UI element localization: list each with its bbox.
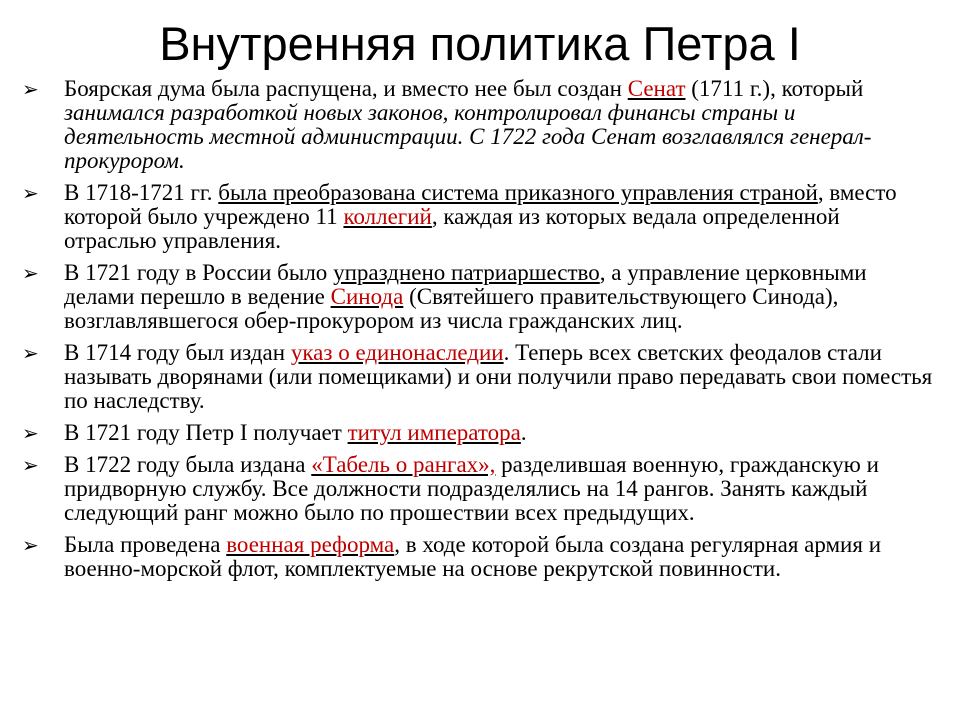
bullet-senate [22, 77, 938, 173]
link-table-of-ranks[interactable]: «Табель о рангах», [311, 452, 496, 477]
bullet-text: В 1722 году была издана [64, 452, 312, 477]
bullet-text: Была проведена [64, 532, 227, 557]
bullet-text: В 1721 году в России было [64, 260, 334, 285]
underlined-text: была преобразована система приказного управления страной [218, 180, 818, 205]
bullet-text: В 1718-1721 гг. [64, 180, 219, 205]
bullet-synod [22, 261, 938, 333]
link-synod[interactable]: Синода [330, 284, 404, 309]
underlined-text: упразднено патриаршество [333, 260, 600, 285]
bullet-text: . Теперь всех светских феодалов стали называть дворянами (или помещиками) и они получили право передавать свои поместья по наследству. [64, 340, 933, 413]
arrowhead-icon: ➢ [22, 453, 39, 477]
bullet-text: . [520, 420, 527, 445]
link-emperor-title[interactable]: титул императора [347, 420, 521, 445]
link-military-reform[interactable]: военная реформа [226, 532, 395, 557]
bullet-emperor-title [22, 421, 938, 445]
arrowhead-icon: ➢ [22, 533, 39, 557]
bullet-italic-text: занимался разработкой новых законов, контролировал финансы страны и деятельность местной администрации. С 1722 года Сенат возглавлялся генерал-прокурором. [64, 100, 872, 173]
bullet-text: Боярская дума была распущена, и вместо нее был создан [64, 76, 628, 101]
arrowhead-icon: ➢ [22, 421, 39, 445]
link-single-inheritance[interactable]: указ о единонаследии [290, 340, 504, 365]
bullet-collegia [22, 181, 938, 253]
link-senate[interactable]: Сенат [627, 76, 686, 101]
bullet-text: (1711 г.), который [685, 76, 864, 101]
arrowhead-icon: ➢ [22, 341, 39, 365]
bullet-text: В 1721 году Петр I получает [64, 420, 348, 445]
arrowhead-icon: ➢ [22, 77, 39, 101]
bullet-text: разделившая военную, гражданскую и придворную службу. Все должности подразделялись на 14 рангов. Занять каждый следующий ранг можно было по прошествии всех предыдущих. [64, 452, 879, 525]
bullet-text: , вместо которой было учреждено 11 [64, 180, 897, 229]
bullet-list [22, 77, 938, 589]
bullet-military-reform [22, 533, 938, 581]
bullet-text: В 1714 году был издан [64, 340, 291, 365]
bullet-text: , а управление церковными делами перешло в ведение [64, 260, 867, 309]
arrowhead-icon: ➢ [22, 261, 39, 285]
bullet-table-of-ranks [22, 453, 938, 525]
bullet-text: , каждая из которых ведала определенной отраслью управления. [64, 204, 840, 253]
link-collegia[interactable]: коллегий [343, 204, 432, 229]
arrowhead-icon: ➢ [22, 181, 39, 205]
bullet-text: , в ходе которой была создана регулярная армия и военно-морской флот, комплектуемые на основе рекрутской повинности. [64, 532, 882, 581]
slide-title: Внутренняя политика Петра I [159, 17, 801, 70]
bullet-single-inheritance [22, 341, 938, 413]
bullet-text: (Святейшего правительствующего Синода), возглавлявшегося обер-прокурором из числа гражданских лиц. [64, 284, 839, 333]
